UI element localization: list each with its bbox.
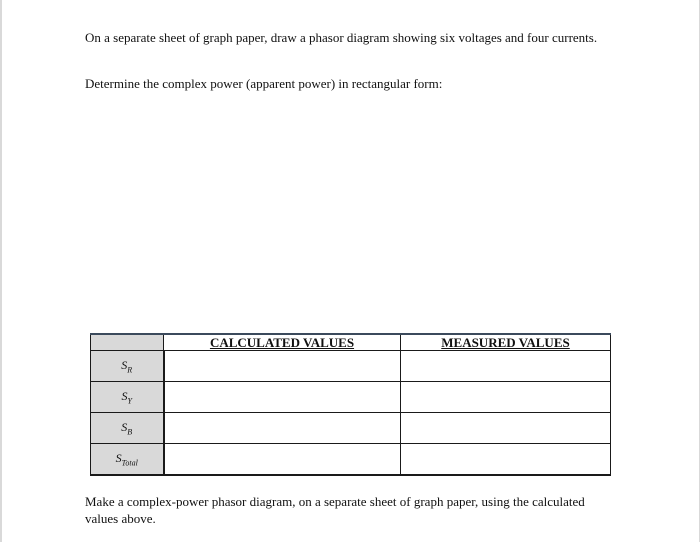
calculated-stotal-cell[interactable] <box>164 444 401 475</box>
complex-power-diagram-instruction: Make a complex-power phasor diagram, on a separate sheet of graph paper, using the calculated values above. <box>85 494 585 526</box>
header-calculated-values: CALCULATED VALUES <box>164 334 401 351</box>
header-measured-values: MEASURED VALUES <box>401 334 611 351</box>
measured-sr-cell[interactable] <box>401 351 611 382</box>
measured-sy-cell[interactable] <box>401 382 611 413</box>
symbol: S <box>121 419 128 434</box>
complex-power-instruction: Determine the complex power (apparent power) in rectangular form: <box>85 76 443 91</box>
calculated-sy-cell[interactable] <box>164 382 401 413</box>
table-row <box>91 413 611 444</box>
subscript: B <box>127 427 133 437</box>
symbol: S <box>121 357 128 372</box>
table-row <box>91 382 611 413</box>
subscript: Total <box>121 457 138 467</box>
symbol: S <box>115 450 122 465</box>
subscript: R <box>127 365 133 375</box>
symbol: S <box>121 388 128 403</box>
phasor-instruction: On a separate sheet of graph paper, draw a phasor diagram showing six voltages and four currents. <box>85 30 598 45</box>
row-label-sb <box>91 413 164 444</box>
calculated-sb-cell[interactable] <box>164 413 401 444</box>
row-label-sr <box>91 351 164 382</box>
calculated-sr-cell[interactable] <box>164 351 401 382</box>
page-edge-left <box>0 0 2 542</box>
table-header-row <box>91 334 611 351</box>
values-table <box>90 333 611 476</box>
measured-sb-cell[interactable] <box>401 413 611 444</box>
measured-stotal-cell[interactable] <box>401 444 611 475</box>
table-row <box>91 351 611 382</box>
subscript: Y <box>127 396 132 406</box>
row-label-sy <box>91 382 164 413</box>
row-label-stotal <box>91 444 164 475</box>
header-corner <box>91 334 164 351</box>
table-row <box>91 444 611 475</box>
